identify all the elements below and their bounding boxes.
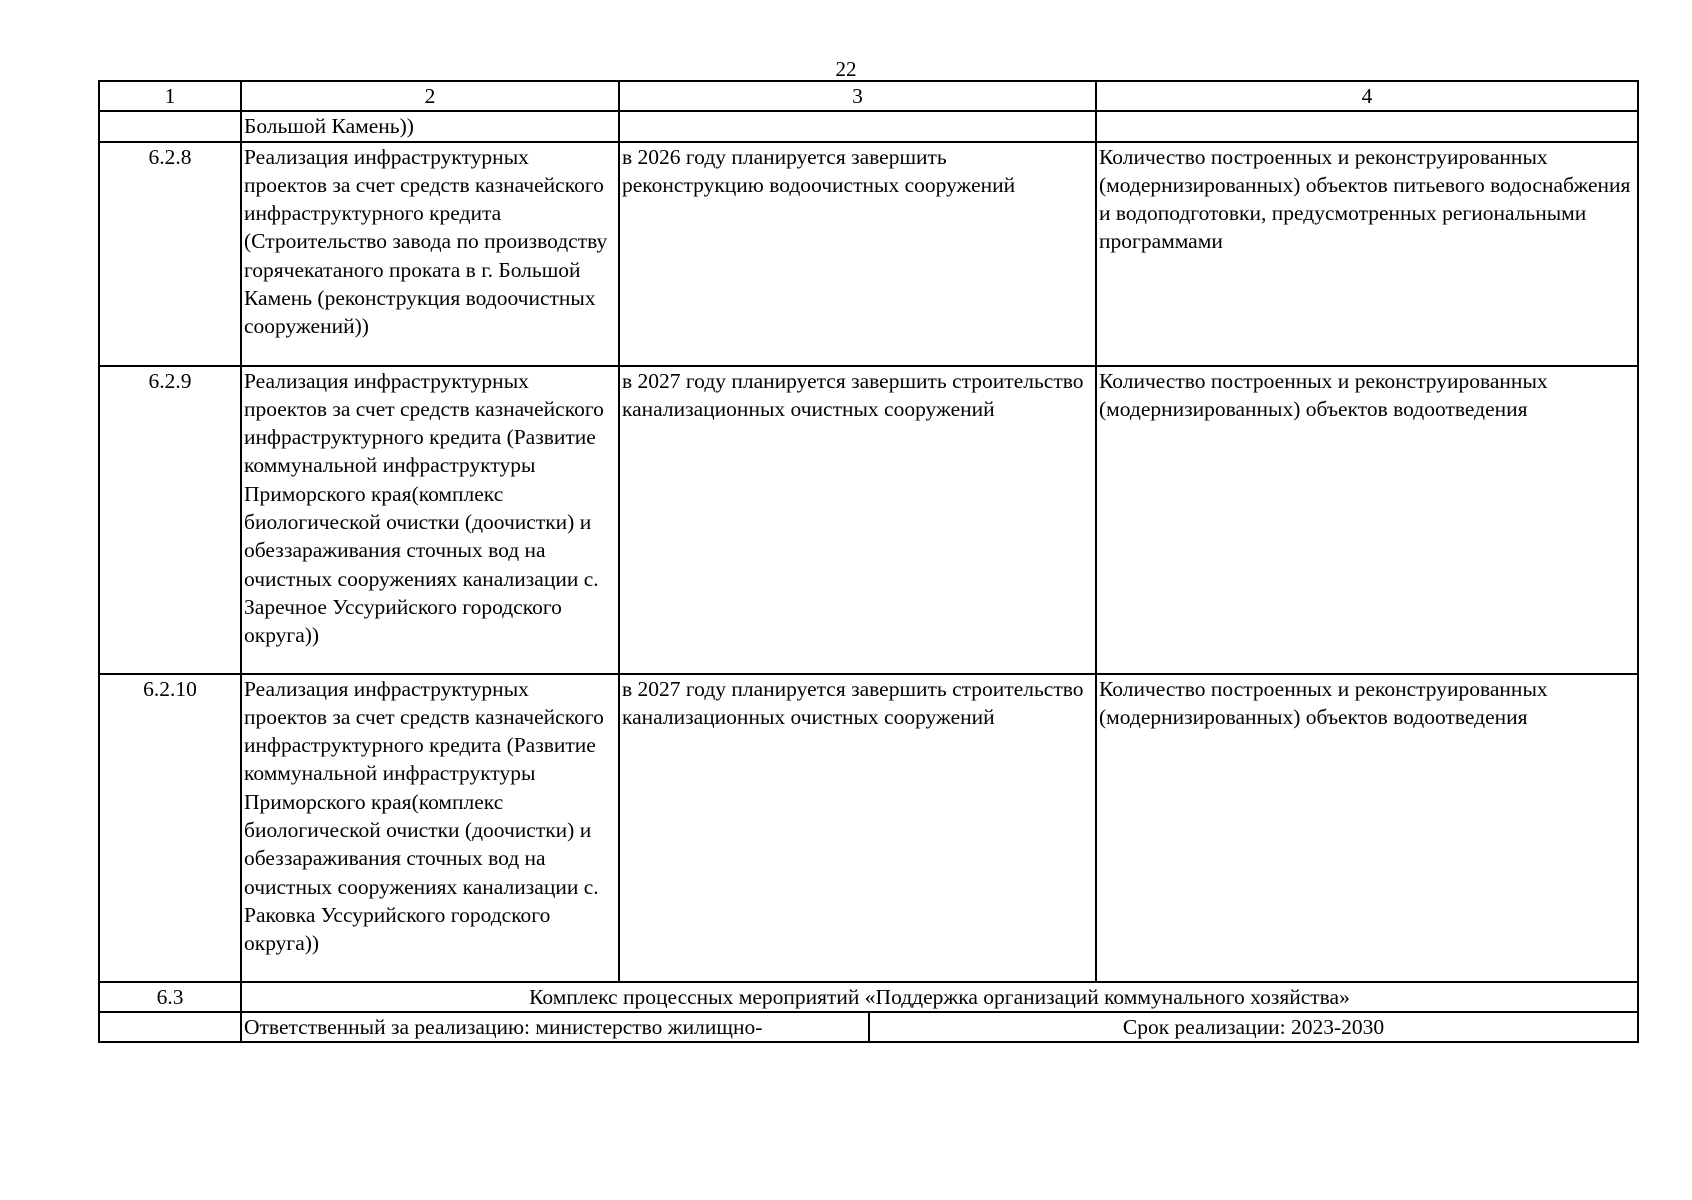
responsible-split bbox=[242, 1013, 1637, 1041]
cell-num: 6.2.10 bbox=[99, 674, 241, 982]
cell-title: Реализация инфраструктурных проектов за счет средств казначейского инфраструктурного кредита (Строительство завода по производству горячекатаного проката в г. Большой Камень (реконструкция водоочистных сооружений)) bbox=[241, 142, 619, 366]
cell-indicator: Количество построенных и реконструированных (модернизированных) объектов питьевого водоснабжения и водоподготовки, предусмотренных региональными программами bbox=[1096, 142, 1638, 366]
responsible-cell-wrap bbox=[241, 1012, 1638, 1042]
header-row bbox=[99, 81, 1638, 111]
cell-title: Реализация инфраструктурных проектов за счет средств казначейского инфраструктурного кредита (Развитие коммунальной инфраструктуры Приморского края(комплекс биологической очистки (доочистки) и обеззараживания сточных вод на очистных сооружениях канализации с. Заречное Уссурийского городского округа)) bbox=[241, 366, 619, 674]
table-row bbox=[99, 142, 1638, 366]
cell-result: в 2027 году планируется завершить строительство канализационных очистных сооружений bbox=[619, 674, 1096, 982]
section-title: Комплекс процессных мероприятий «Поддержка организаций коммунального хозяйства» bbox=[241, 982, 1638, 1012]
header-col-2: 2 bbox=[241, 81, 619, 111]
responsible-row bbox=[99, 1012, 1638, 1042]
header-col-4: 4 bbox=[1096, 81, 1638, 111]
term-text: Срок реализации: 2023-2030 bbox=[1122, 1014, 1385, 1039]
cell-num bbox=[99, 111, 241, 141]
cell-num-empty bbox=[99, 1012, 241, 1042]
cell-indicator bbox=[1096, 111, 1638, 141]
header-col-1: 1 bbox=[99, 81, 241, 111]
responsible-text: Ответственный за реализацию: министерство жилищно- bbox=[242, 1013, 870, 1041]
header-col-3: 3 bbox=[619, 81, 1096, 111]
cell-result: в 2026 году планируется завершить реконструкцию водоочистных сооружений bbox=[619, 142, 1096, 366]
section-num: 6.3 bbox=[99, 982, 241, 1012]
cell-num: 6.2.8 bbox=[99, 142, 241, 366]
table-row bbox=[99, 674, 1638, 982]
cell-indicator: Количество построенных и реконструированных (модернизированных) объектов водоотведения bbox=[1096, 674, 1638, 982]
table-row bbox=[99, 366, 1638, 674]
table-row-continuation bbox=[99, 111, 1638, 141]
cell-title: Реализация инфраструктурных проектов за счет средств казначейского инфраструктурного кредита (Развитие коммунальной инфраструктуры Приморского края(комплекс биологической очистки (доочистки) и обеззараживания сточных вод на очистных сооружениях канализации с. Раковка Уссурийского городского округа)) bbox=[241, 674, 619, 982]
program-table bbox=[98, 80, 1639, 1043]
cell-num: 6.2.9 bbox=[99, 366, 241, 674]
page-number: 22 bbox=[835, 57, 857, 81]
cell-result bbox=[619, 111, 1096, 141]
cell-title: Большой Камень)) bbox=[241, 111, 619, 141]
cell-result: в 2027 году планируется завершить строительство канализационных очистных сооружений bbox=[619, 366, 1096, 674]
section-row bbox=[99, 982, 1638, 1012]
cell-indicator: Количество построенных и реконструированных (модернизированных) объектов водоотведения bbox=[1096, 366, 1638, 674]
